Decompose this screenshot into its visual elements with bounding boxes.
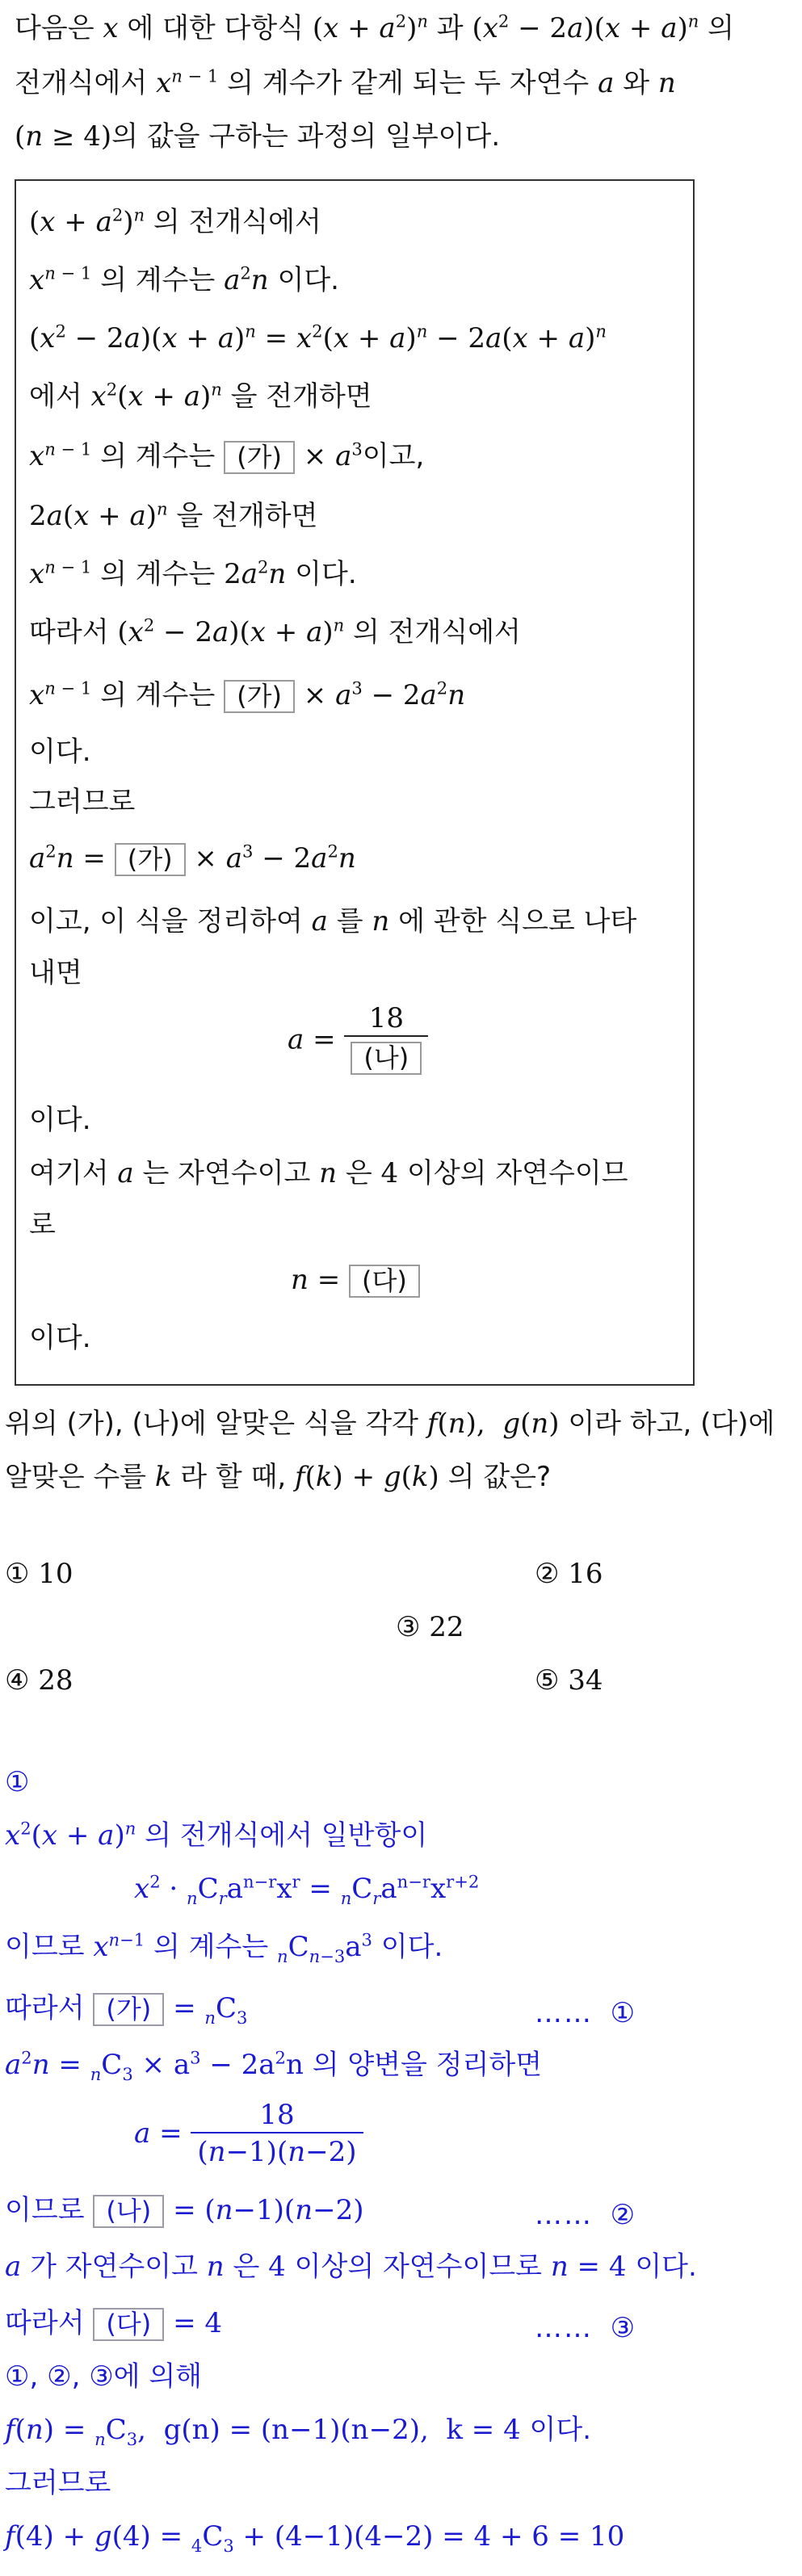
derivation-box [15,179,695,1386]
solution-ref-2: …… ② [535,2199,636,2231]
box-line-6: $2a(x + a)^n$ 을 전개하면 [29,498,318,532]
solution-ga-box: (가) [93,1993,164,2026]
choice-2[interactable]: ② 16 [535,1558,603,1590]
solution-line-6: $a^2n = _nC_3 \times a^3 - 2a^2n$ 의 양변을 정리하면 [5,2047,543,2084]
solution-na-box: (나) [93,2195,164,2228]
solution-answer: ① [5,1766,30,1798]
box-line-7: $x^{n - 1}$ 의 계수는 $2a^2n$ 이다. [29,556,357,590]
box-line-20: 이다. [29,1322,91,1354]
problem-line-1: 다음은 x 에 대한 다항식 $(x + a^2)^n$ 과 $(x^2 - 2a)(x + a)^n$ 의 [15,10,734,44]
solution-line-2: $x^2(x + a)^n$ 의 전개식에서 일반항이 [5,1818,428,1852]
solution-line-4: 이므로 $x^{n-1}$ 의 계수는 $_nC_{n-3}a^3$ 이다. [5,1929,443,1966]
box-line-11: 그러므로 [29,786,136,818]
box-line-16: 이다. [29,1104,91,1136]
problem-line-2: 전개식에서 $x^{n - 1}$ 의 계수가 같게 되는 두 자연수 a 와 n [15,65,676,99]
solution-line-3: $x^2 \cdot _nC_ra^{n-r}x^r = _nC_ra^{n-r}x^{r+2}$ [134,1871,480,1908]
solution-ref-3: …… ③ [535,2312,636,2344]
box-line-17: 여기서 a 는 자연수이고 n 은 4 이상의 자연수이므 [29,1157,628,1189]
solution-da-box: (다) [93,2308,164,2341]
box-line-8: 따라서 $(x^2 - 2a)(x + a)^n$ 의 전개식에서 [29,615,521,648]
box-line-18: 로 [29,1209,56,1241]
box-line-10: 이다. [29,736,91,768]
solution-line-13: 그러므로 [5,2467,111,2499]
blank-na-box: (나) [351,1042,422,1075]
box-line-4: 에서 $x^2(x + a)^n$ 을 전개하면 [29,379,372,413]
solution-line-8: 이므로 (나) = (n−1)(n−2) [5,2193,364,2226]
problem-line-3: (n ≥ 4)의 값을 구하는 과정의 일부이다. [15,120,501,153]
box-fraction-a: a = $\frac{18}{\text{(나)}}$ [288,1005,428,1075]
solution-line-10: 따라서 (다) = 4 [5,2306,222,2339]
blank-ga-box: (가) [115,843,186,876]
question-line-2: 알맞은 수를 k 라 할 때, f(k) + g(k) 의 값은? [5,1461,551,1493]
choice-3[interactable]: ③ 22 [396,1611,464,1643]
choice-1[interactable]: ① 10 [5,1558,73,1590]
solution-line-11: ①, ②, ③에 의해 [5,2360,203,2393]
solution-final: $f(4) + g(4) = _4C_3 + (4-1)(4-2) = 4 + 6 = 10$ [5,2520,625,2556]
solution-fraction-a: a = $\frac{18}{(n-1)(n-2)}$ [134,2101,363,2166]
blank-da-box: (다) [349,1265,420,1298]
box-line-9: $x^{n - 1}$ 의 계수는 (가) × $a^3 - 2a^2n$ [29,678,466,711]
blank-ga-box: (가) [224,441,295,474]
box-line-5: $x^{n - 1}$ 의 계수는 (가) × $a^3$이고, [29,438,425,472]
choice-4[interactable]: ④ 28 [5,1664,73,1697]
solution-line-9: a 가 자연수이고 n 은 4 이상의 자연수이므로 n = 4 이다. [5,2251,697,2283]
box-line-19: n = (다) [291,1265,420,1298]
blank-ga-box: (가) [224,680,295,713]
box-line-12: $a^2n$ = (가) × $a^3 - 2a^2n$ [29,841,356,875]
box-line-3: $(x^2 - 2a)(x + a)^n = x^2(x + a)^n - 2a(x + a)^n$ [29,321,607,355]
solution-line-12: $f(n) = _nC_3$, g(n) = (n−1)(n−2), k = 4 이다. [5,2414,592,2449]
solution-ref-1: …… ① [535,1997,636,2029]
box-line-1: $(x + a^2)^n$ 의 전개식에서 [29,204,321,238]
question-line-1: 위의 (가), (나)에 알맞은 식을 각각 f(n), g(n) 이라 하고, (다)에 [5,1408,775,1440]
solution-line-5: 따라서 (가) = $_nC_3$ [5,1991,248,2028]
choice-5[interactable]: ⑤ 34 [535,1664,603,1697]
box-line-14: 내면 [29,957,82,989]
box-line-13: 이고, 이 식을 정리하여 a 를 n 에 관한 식으로 나타 [29,905,637,938]
box-line-2: $x^{n - 1}$ 의 계수는 $a^2n$ 이다. [29,262,339,296]
